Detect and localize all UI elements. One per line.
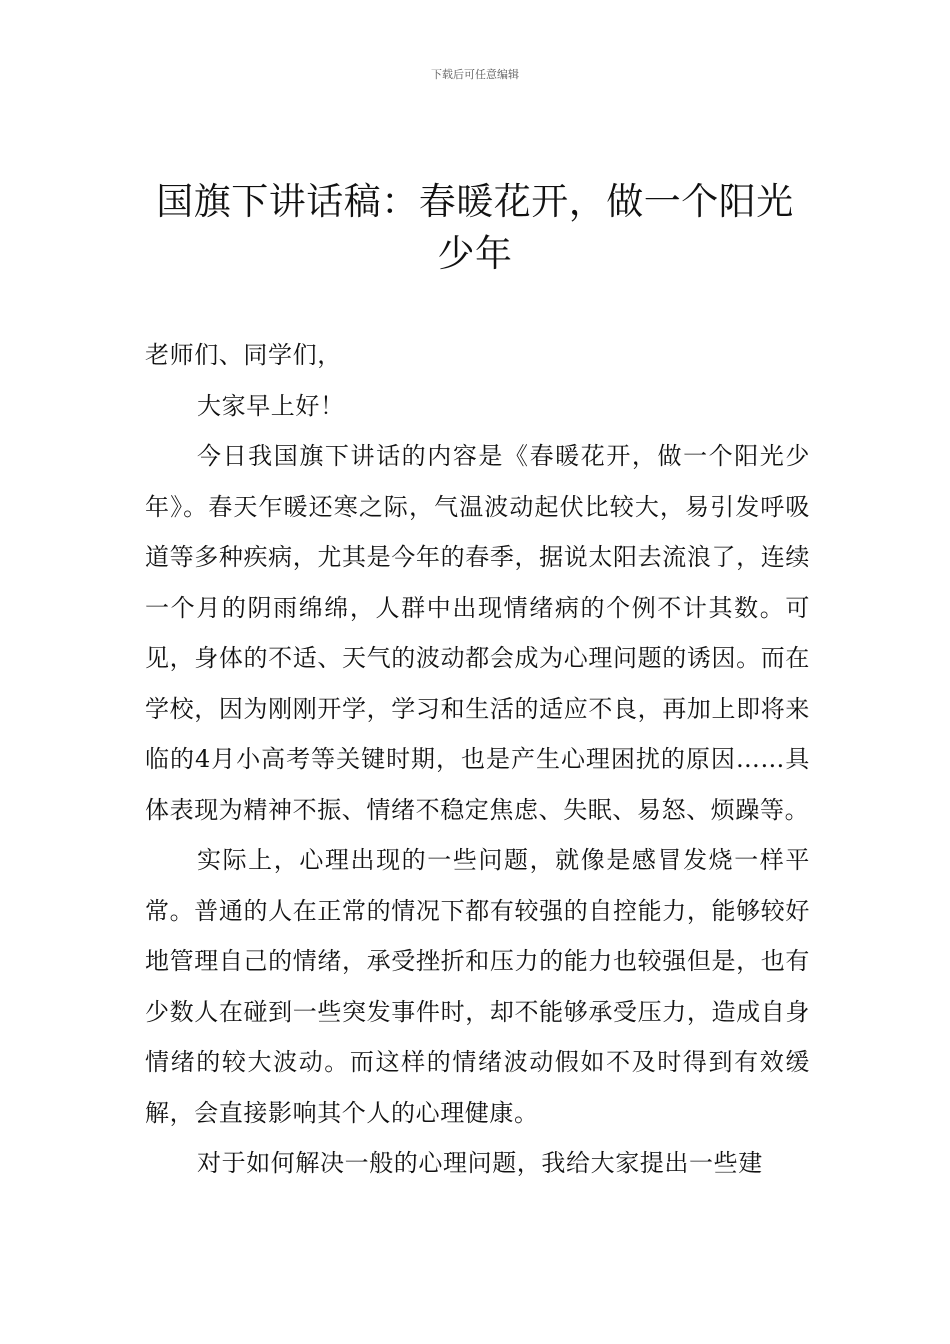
paragraph-explanation: 实际上，心理出现的一些问题，就像是感冒发烧一样平常。普通的人在正常的情况下都有较强的自控能力，能够较好地管理自己的情绪，承受挫折和压力的能力也较强但是，也有少数人在碰到一些突发事件时，却不能够承受压力，造成自身情绪的较大波动。而这样的情绪波动假如不及时得到有效缓解，会直接影响其个人的心理健康。 [145, 846, 810, 1127]
salutation: 老师们、同学们， [145, 341, 342, 369]
paragraph-greeting: 大家早上好！ [197, 391, 345, 420]
header-note: 下载后可任意编辑 [431, 68, 519, 81]
document-title: 国旗下讲话稿：春暖花开，做一个阳光少年 [156, 180, 794, 275]
paragraph-advice: 对于如何解决一般的心理问题，我给大家提出一些建 [197, 1149, 763, 1177]
document-body [145, 330, 810, 1189]
paragraph-topic: 今日我国旗下讲话的内容是《春暖花开，做一个阳光少年》。春天乍暖还寒之际，气温波动起伏比较大，易引发呼吸道等多种疾病，尤其是今年的春季，据说太阳去流浪了，连续一个月的阴雨绵绵，人群中出现情绪病的个例不计其数。可见，身体的不适、天气的波动都会成为心理问题的诱因。而在学校，因为刚刚开学，学习和生活的适应不良，再加上即将来临的4月小高考等关键时期，也是产生心理困扰的原因……具体表现为精神不振、情绪不稳定焦虑、失眠、易怒、烦躁等。 [145, 442, 810, 824]
